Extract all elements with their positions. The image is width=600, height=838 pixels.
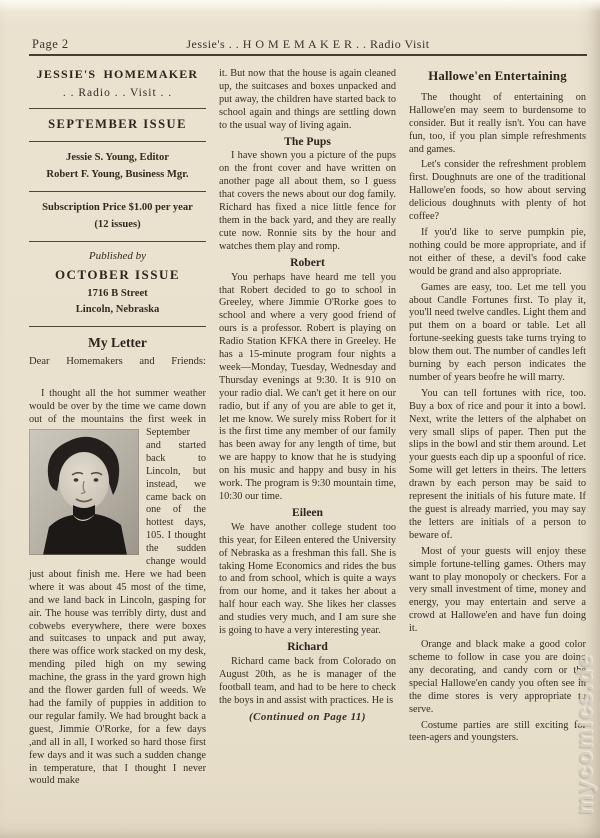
continued-on-page-note: (Continued on Page 11) [249,710,366,723]
letter-text-part2: and started back to Lincoln, but instead, we came back on one of the hottest days, 105. I thought the sudden change would just about finish me. Here we had been where it was about 45 most of the time, and we land back in Lincoln, gasping for air. The house was terribly dirty, dust and cobwebs everywhere, there were boxes and suitcases to unpack and put away, there was office work stacked on my desk, mending piled high on my sewing machine, the grass in the yard grown high and the flower garden full of weeds. We had the family of puppies in addition to our regular family. We had brought back a guest, Jimmie O'Rorke, for a few days ,and all in all, I worked so hard those first few days and it was such a sudden change in temperature, that I thought I never would make [29,439,206,787]
article-paragraph: The thought of entertaining on Hallowe'en may seem to burdensome to consider. But it really isn't. You can have fun, too, if you plan simple refreshments and games. [409,91,586,155]
page-number: Page 2 [32,37,69,51]
article-paragraph: Costume parties are still exciting for teen-agers and youngsters. [409,719,586,744]
published-by-label: Published by [88,249,147,262]
watermark: mycomics.de [572,652,597,814]
editor-portrait-photo [29,429,139,555]
business-mgr-credit: Robert F. Young, Business Mgr. [46,168,189,180]
letter-continuation: it. But now that the house is again cleaned up, the suitcases and boxes unpacked and put away, the children have started back to school again and things are settling down to the usual way of living again. [219,68,396,131]
subscription-price: Subscription Price $1.00 per year [42,201,193,213]
article-paragraph: Orange and black make a good color scheme to follow in case you are doing any decorating, and candy corn or the special Hallowe'en candy you often see in the dime stores is very appropriate to serve. [409,639,586,715]
section-heading-eileen: Eileen [292,505,323,519]
publisher-address [29,286,206,318]
address-city: Lincoln, Nebraska [75,303,160,315]
section-body-pups: I have shown you a picture of the pups on the front cover and have written on another page all about them, so I guess that covers the news about our dog family. Richard has fixed a nice little fence for them in the back yard, and they are really cute now. Ronnie sits by the hour and watches them play and romp. [219,150,396,252]
page-title: Jessie's . . H O M E M A K E R . . Radio Visit [186,37,430,51]
section-body-eileen: We have another college student too this year, for Eileen entered the University of Nebraska as a freshman this fall. She is taking Home Economics and rides the bus to and from school, which is quite a ways from our home, and it takes her about a half hour each way. She likes her classes and studies very much, and I am sure she is going to have a very interesting year. [219,521,396,637]
letter-body [29,388,206,788]
section-heading-robert: Robert [290,255,325,269]
content-columns [0,56,600,788]
issue-label: SEPTEMBER ISSUE [48,116,187,131]
section-body-richard: Richard came back from Colorado on August 20th, as he is manager of the football team, and had to be here to check the boys in and assist with practices. He is [219,655,396,706]
section-divider [29,241,206,242]
article-paragraph: You can tell fortunes with rice, too. Buy a box of rice and pour it into a bowl. Next, write the letters of the alphabet on very small slips of paper. Then put the slips in the bowl and stir them around. Let your guests each dip up a spoonful of rice. Some will get letters in theirs. The letters drawn by each person may be said to represent the initials of his future mate. If the guest is already married, you may say the letters are initials of a person to beware of. [409,387,586,541]
running-head [29,0,587,56]
editor-credit: Jessie S. Young, Editor [66,151,169,163]
masthead-title: JESSIE'S HOMEMAKER [36,67,199,81]
masthead-subtitle: . . Radio . . Visit . . [62,86,173,99]
article-paragraph: If you'd like to serve pumpkin pie, nothing could be more appropriate, and if not either of these, a devil's food cake would be grand and also appropriate. [409,226,586,277]
article-heading: Hallowe'en Entertaining [428,69,567,83]
article-paragraph: Games are easy, too. Let me tell you about Candle Fortunes first. To play it, you'll need twelve candles. Light them and put them on a board or table. Let all fortune-seeking guests take turns trying to blow them out. The number of candles left burning by each person indicates the number of years beofre he will marry. [409,281,586,383]
masthead-column [29,68,206,788]
letter-text-part1: I thought all the hot summer weather would be over by the time we came down out of the mountains the first week in September [29,388,206,438]
section-heading-richard: Richard [287,639,328,653]
article-paragraph: Let's consider the refreshment problem first. Doughnuts are one of the traditional Hallowe'en foods, so how about serving delicious doughnuts with plenty of hot coffee? [409,159,586,223]
section-heading-pups: The Pups [284,134,331,148]
published-issue-label: OCTOBER ISSUE [54,266,181,282]
subscription-issues: (12 issues) [94,218,141,230]
section-divider [29,108,206,109]
family-news-column [219,68,396,788]
address-street: 1716 B Street [87,287,148,299]
section-divider [29,191,206,192]
section-body-robert: You perhaps have heard me tell you that Robert decided to go to school in Greeley, where Jimmie O'Rorke goes to school and where a very good friend of ours is a professor. Robert is playing on Radio Station KFKA there in Greeley. He has a 15-minute program four nights a week—Monday, Tuesday, Wednesday and Thursday evenings at 9:30. It is 910 on your radio dial. We can't get it here on our radio, but if any of you are able to get it, let me know. We surely miss Robert for it is the first time any member of our family has been away for any length of time, but we are happy to know that he is studying on his music and happy and busy in his work. The program is 9:30 mountain time, 10:30 our time. [219,271,396,502]
letter-heading: My Letter [88,334,147,350]
section-divider [29,141,206,142]
halloween-article-column [409,68,586,788]
section-divider [29,326,206,327]
letter-salutation: Dear Homemakers and Friends: [29,356,206,368]
article-paragraph: Most of your guests will enjoy these simple fortune-telling games. Others may want to play monopoly or checkers. For a very small investment of time, money and energy, you may entertain and serve a crowd at Hallowe'en and have fun doing it. [409,545,586,635]
